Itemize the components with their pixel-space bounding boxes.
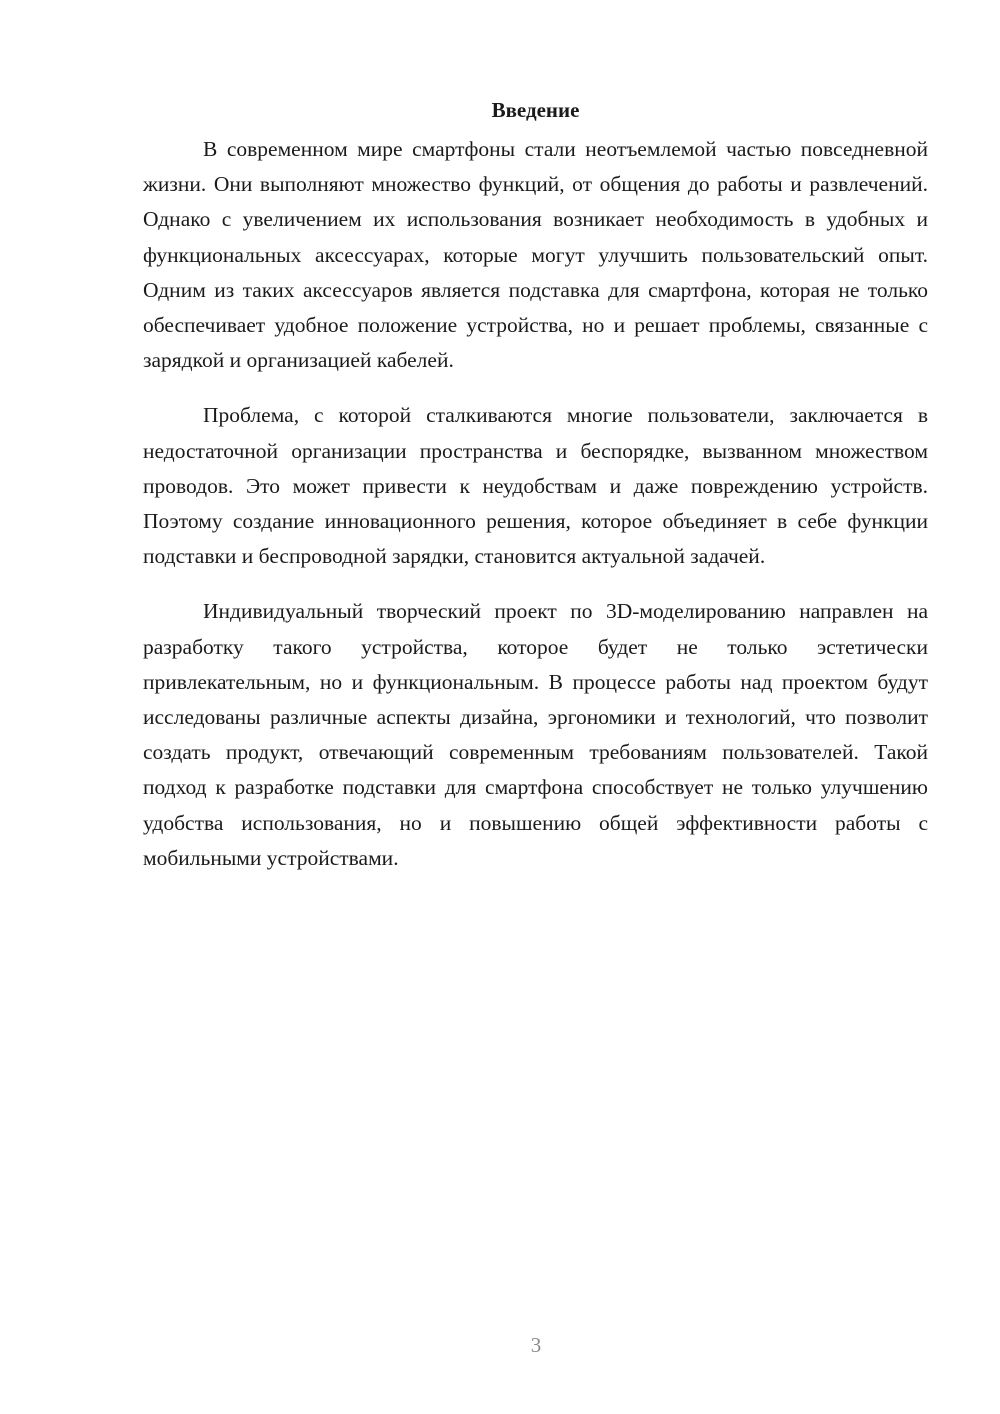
section-heading: Введение: [491, 98, 580, 122]
page-number: 3: [530, 1333, 542, 1357]
paragraph-1: В современном мире смартфоны стали неотъемлемой частью повседневной жизни. Они выполняют множество функций, от общения до работы и развлечений. Однако с увеличением их использования возникает необходимость в удобных и функциональных аксессуарах, которые могут улучшить пользовательский опыт. Одним из таких аксессуаров является подставка для смартфона, которая не только обеспечивает удобное положение устройства, но и решает проблемы, связанные с зарядкой и организацией кабелей.: [143, 137, 928, 373]
paragraph-3: Индивидуальный творческий проект по 3D-моделированию направлен на разработку такого устройства, которое будет не только эстетически привлекательным, но и функциональным. В процессе работы над проектом будут исследованы различные аспекты дизайна, эргономики и технологий, что позволит создать продукт, отвечающий современным требованиям пользователей. Такой подход к разработке подставки для смартфона способствует не только улучшению удобства использования, но и повышению общей эффективности работы с мобильными устройствами.: [143, 599, 928, 870]
page-content: [143, 92, 928, 896]
paragraph-2: Проблема, с которой сталкиваются многие пользователи, заключается в недостаточной организации пространства и беспорядке, вызванном множеством проводов. Это может привести к неудобствам и даже повреждению устройств. Поэтому создание инновационного решения, которое объединяет в себе функции подставки и беспроводной зарядки, становится актуальной задачей.: [143, 403, 928, 569]
